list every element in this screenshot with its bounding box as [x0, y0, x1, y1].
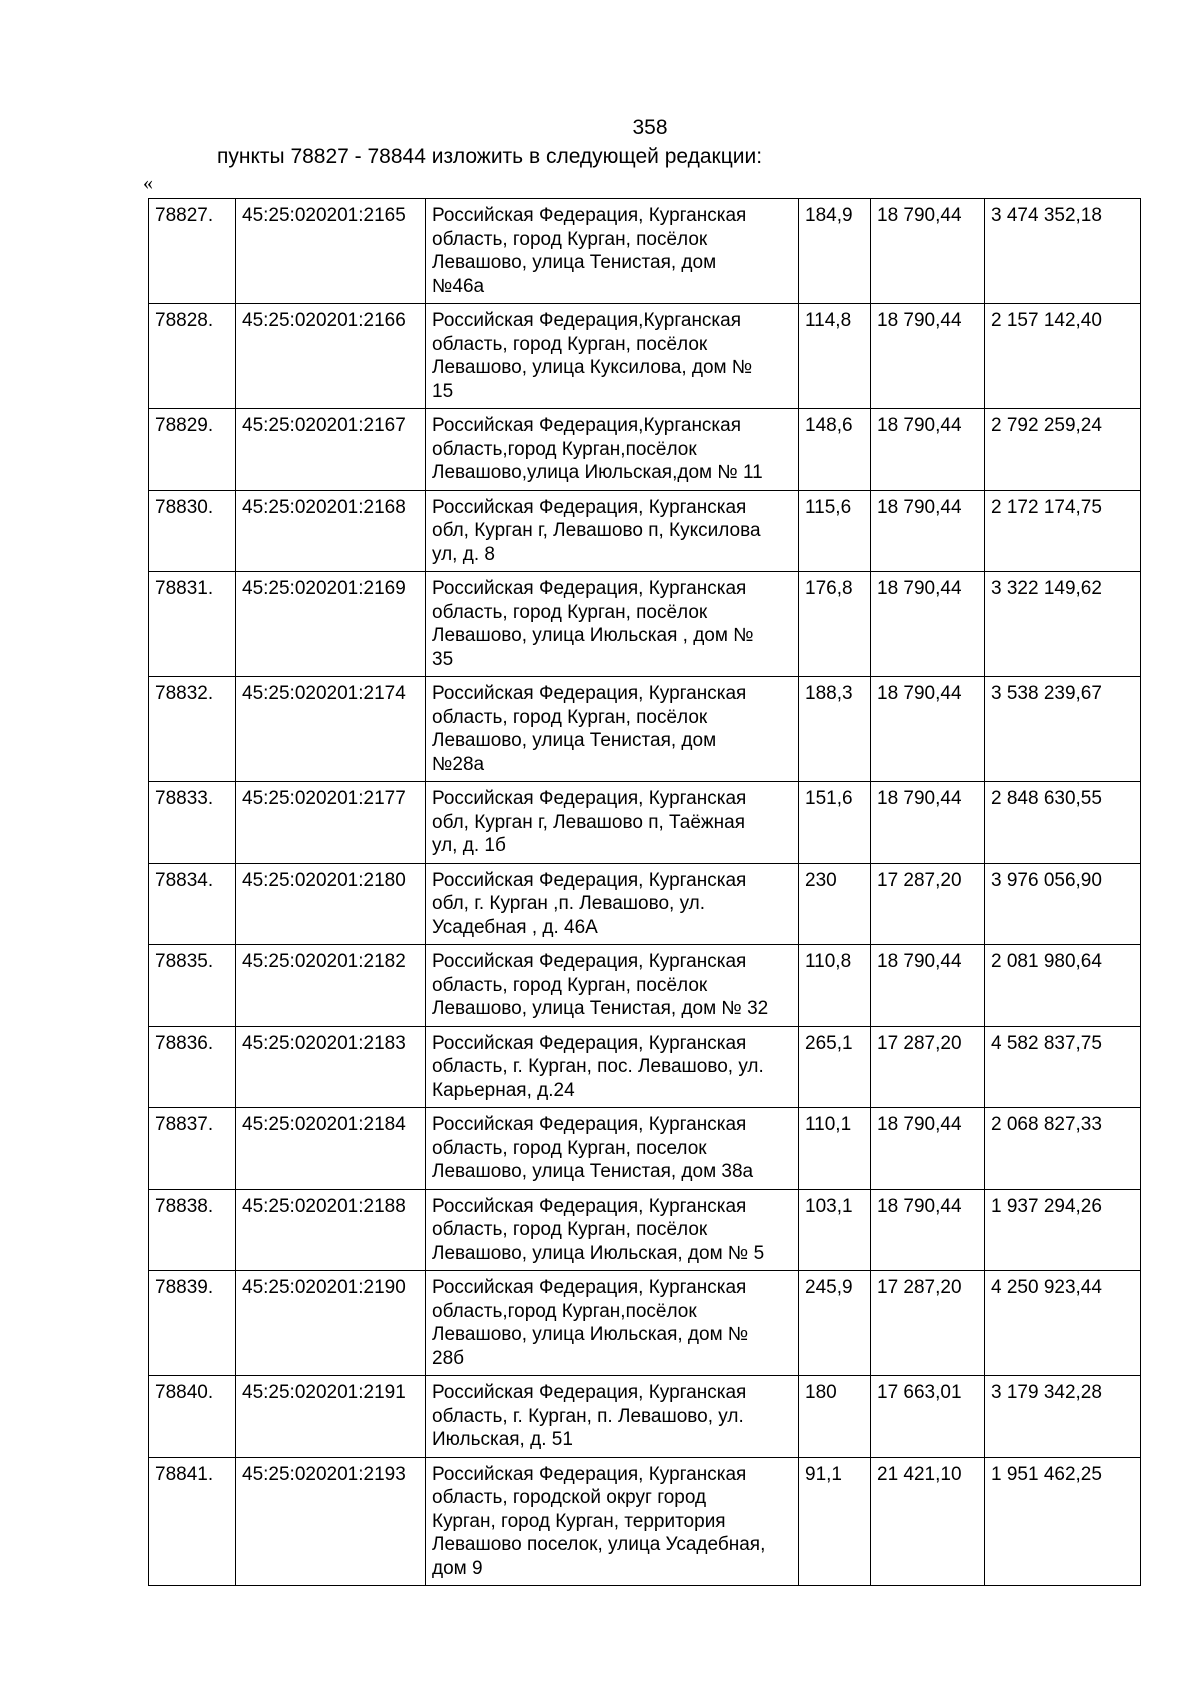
cadastral-number-cell: 45:25:020201:2169 — [236, 572, 426, 677]
area-cell: 151,6 — [799, 782, 871, 864]
table-row — [149, 1026, 1141, 1108]
cadastral-value-cell: 2 172 174,75 — [985, 490, 1141, 572]
address-cell: Российская Федерация, Курганская область, город Курган, посёлок Левашово, улица Тенистая, дом №46а — [426, 199, 799, 304]
area-cell: 114,8 — [799, 304, 871, 409]
row-number-cell: 78834. — [149, 863, 236, 945]
cadastral-value-cell: 2 081 980,64 — [985, 945, 1141, 1027]
table-row — [149, 304, 1141, 409]
specific-value-cell: 18 790,44 — [871, 490, 985, 572]
specific-value-cell: 17 663,01 — [871, 1376, 985, 1458]
address-cell: Российская Федерация, Курганская область, город Курган, посёлок Левашово, улица Тенистая, дом №28а — [426, 677, 799, 782]
cadastral-number-cell: 45:25:020201:2165 — [236, 199, 426, 304]
property-table — [148, 198, 1141, 1586]
area-cell: 91,1 — [799, 1457, 871, 1586]
specific-value-cell: 17 287,20 — [871, 1271, 985, 1376]
specific-value-cell: 18 790,44 — [871, 409, 985, 491]
table-row — [149, 863, 1141, 945]
cadastral-value-cell: 3 179 342,28 — [985, 1376, 1141, 1458]
address-cell: Российская Федерация,Курганская область, город Курган, посёлок Левашово, улица Куксилова, дом № 15 — [426, 304, 799, 409]
address-cell: Российская Федерация, Курганская область, городской округ город Курган, город Курган, территория Левашово поселок, улица Усадебная, дом 9 — [426, 1457, 799, 1586]
page-number: 358 — [632, 116, 668, 139]
area-cell: 230 — [799, 863, 871, 945]
cadastral-value-cell: 2 848 630,55 — [985, 782, 1141, 864]
amendment-intro: пункты 78827 - 78844 изложить в следующей редакции: — [217, 145, 763, 168]
table-row — [149, 572, 1141, 677]
area-cell: 110,1 — [799, 1108, 871, 1190]
specific-value-cell: 18 790,44 — [871, 572, 985, 677]
cadastral-value-cell: 1 937 294,26 — [985, 1189, 1141, 1271]
table-row — [149, 1108, 1141, 1190]
area-cell: 265,1 — [799, 1026, 871, 1108]
cadastral-number-cell: 45:25:020201:2180 — [236, 863, 426, 945]
specific-value-cell: 17 287,20 — [871, 1026, 985, 1108]
cadastral-number-cell: 45:25:020201:2167 — [236, 409, 426, 491]
cadastral-value-cell: 3 538 239,67 — [985, 677, 1141, 782]
cadastral-number-cell: 45:25:020201:2184 — [236, 1108, 426, 1190]
specific-value-cell: 18 790,44 — [871, 304, 985, 409]
row-number-cell: 78840. — [149, 1376, 236, 1458]
cadastral-number-cell: 45:25:020201:2177 — [236, 782, 426, 864]
cadastral-value-cell: 3 322 149,62 — [985, 572, 1141, 677]
address-cell: Российская Федерация, Курганская область,город Курган,посёлок Левашово, улица Июльская, дом № 28б — [426, 1271, 799, 1376]
address-cell: Российская Федерация, Курганская область, г. Курган, п. Левашово, ул. Июльская, д. 51 — [426, 1376, 799, 1458]
cadastral-number-cell: 45:25:020201:2190 — [236, 1271, 426, 1376]
cadastral-number-cell: 45:25:020201:2182 — [236, 945, 426, 1027]
table-row — [149, 1189, 1141, 1271]
area-cell: 110,8 — [799, 945, 871, 1027]
row-number-cell: 78838. — [149, 1189, 236, 1271]
row-number-cell: 78829. — [149, 409, 236, 491]
specific-value-cell: 18 790,44 — [871, 1108, 985, 1190]
area-cell: 188,3 — [799, 677, 871, 782]
row-number-cell: 78837. — [149, 1108, 236, 1190]
cadastral-number-cell: 45:25:020201:2168 — [236, 490, 426, 572]
row-number-cell: 78828. — [149, 304, 236, 409]
address-cell: Российская Федерация, Курганская область, город Курган, посёлок Левашово, улица Июльская, дом № 5 — [426, 1189, 799, 1271]
cadastral-value-cell: 2 068 827,33 — [985, 1108, 1141, 1190]
area-cell: 180 — [799, 1376, 871, 1458]
row-number-cell: 78839. — [149, 1271, 236, 1376]
address-cell: Российская Федерация, Курганская обл, Курган г, Левашово п, Куксилова ул, д. 8 — [426, 490, 799, 572]
table-row — [149, 199, 1141, 304]
table-row — [149, 490, 1141, 572]
cadastral-value-cell: 1 951 462,25 — [985, 1457, 1141, 1586]
area-cell: 176,8 — [799, 572, 871, 677]
cadastral-number-cell: 45:25:020201:2191 — [236, 1376, 426, 1458]
row-number-cell: 78833. — [149, 782, 236, 864]
specific-value-cell: 17 287,20 — [871, 863, 985, 945]
row-number-cell: 78831. — [149, 572, 236, 677]
property-table-body — [149, 199, 1141, 1586]
address-cell: Российская Федерация, Курганская обл, г. Курган ,п. Левашово, ул. Усадебная , д. 46А — [426, 863, 799, 945]
specific-value-cell: 18 790,44 — [871, 677, 985, 782]
address-cell: Российская Федерация, Курганская область, г. Курган, пос. Левашово, ул. Карьерная, д.24 — [426, 1026, 799, 1108]
cadastral-number-cell: 45:25:020201:2193 — [236, 1457, 426, 1586]
cadastral-number-cell: 45:25:020201:2188 — [236, 1189, 426, 1271]
specific-value-cell: 21 421,10 — [871, 1457, 985, 1586]
area-cell: 115,6 — [799, 490, 871, 572]
table-row — [149, 782, 1141, 864]
opening-quote-mark: « — [143, 172, 153, 194]
address-cell: Российская Федерация, Курганская область, город Курган, поселок Левашово, улица Тенистая, дом 38а — [426, 1108, 799, 1190]
row-number-cell: 78836. — [149, 1026, 236, 1108]
cadastral-value-cell: 4 250 923,44 — [985, 1271, 1141, 1376]
area-cell: 245,9 — [799, 1271, 871, 1376]
cadastral-number-cell: 45:25:020201:2174 — [236, 677, 426, 782]
row-number-cell: 78832. — [149, 677, 236, 782]
row-number-cell: 78827. — [149, 199, 236, 304]
specific-value-cell: 18 790,44 — [871, 1189, 985, 1271]
cadastral-value-cell: 3 474 352,18 — [985, 199, 1141, 304]
table-row — [149, 677, 1141, 782]
cadastral-number-cell: 45:25:020201:2166 — [236, 304, 426, 409]
address-cell: Российская Федерация, Курганская обл, Курган г, Левашово п, Таёжная ул, д. 1б — [426, 782, 799, 864]
specific-value-cell: 18 790,44 — [871, 945, 985, 1027]
cadastral-value-cell: 4 582 837,75 — [985, 1026, 1141, 1108]
cadastral-value-cell: 2 792 259,24 — [985, 409, 1141, 491]
table-row — [149, 1457, 1141, 1586]
table-row — [149, 945, 1141, 1027]
table-row — [149, 1271, 1141, 1376]
cadastral-value-cell: 2 157 142,40 — [985, 304, 1141, 409]
area-cell: 148,6 — [799, 409, 871, 491]
table-row — [149, 409, 1141, 491]
address-cell: Российская Федерация, Курганская область, город Курган, посёлок Левашово, улица Тенистая, дом № 32 — [426, 945, 799, 1027]
specific-value-cell: 18 790,44 — [871, 199, 985, 304]
area-cell: 103,1 — [799, 1189, 871, 1271]
table-row — [149, 1376, 1141, 1458]
address-cell: Российская Федерация, Курганская область, город Курган, посёлок Левашово, улица Июльская , дом № 35 — [426, 572, 799, 677]
cadastral-value-cell: 3 976 056,90 — [985, 863, 1141, 945]
cadastral-number-cell: 45:25:020201:2183 — [236, 1026, 426, 1108]
row-number-cell: 78830. — [149, 490, 236, 572]
row-number-cell: 78835. — [149, 945, 236, 1027]
address-cell: Российская Федерация,Курганская область,город Курган,посёлок Левашово,улица Июльская,дом № 11 — [426, 409, 799, 491]
row-number-cell: 78841. — [149, 1457, 236, 1586]
specific-value-cell: 18 790,44 — [871, 782, 985, 864]
area-cell: 184,9 — [799, 199, 871, 304]
